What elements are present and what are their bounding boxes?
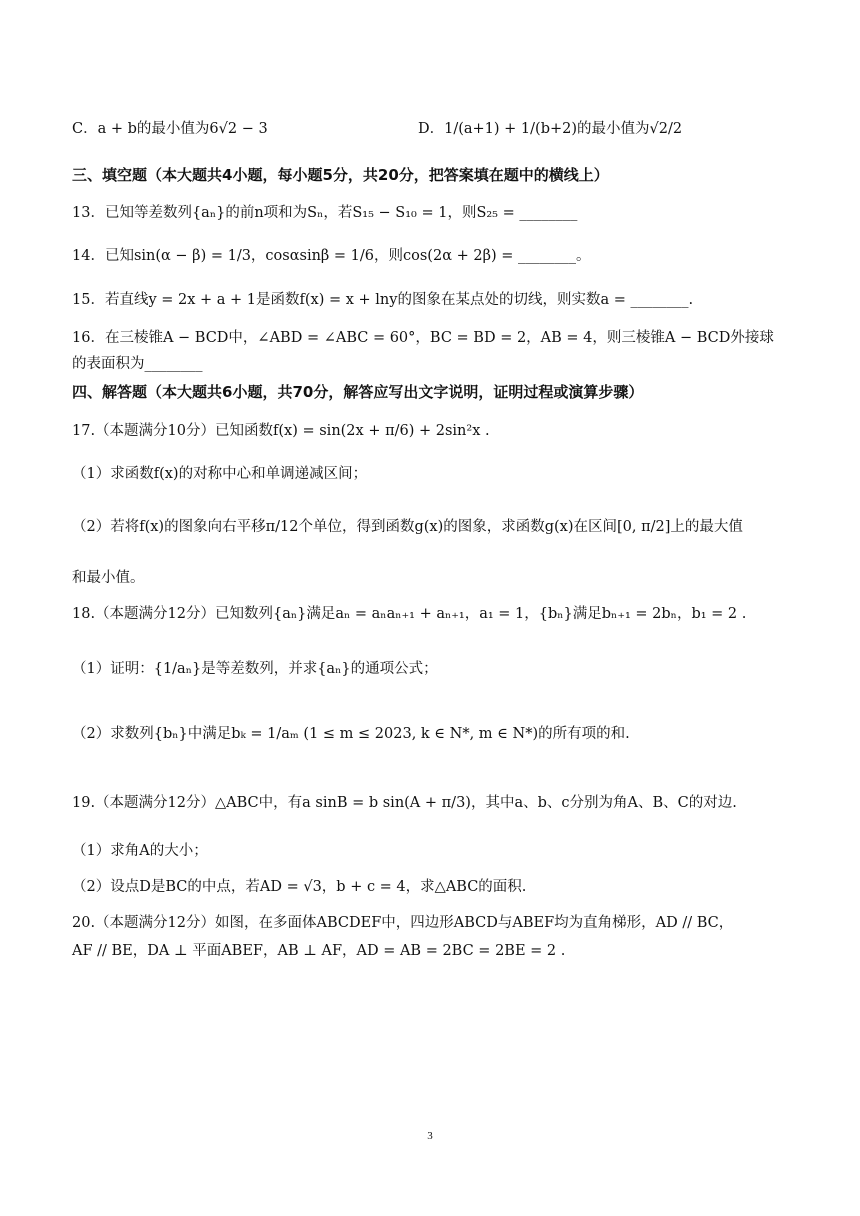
question-18-part-1: （1）证明：{1/aₙ}是等差数列，并求{aₙ}的通项公式； — [72, 661, 438, 677]
option-d: D．1/(a+1) + 1/(b+2)的最小值为√2/2 — [418, 121, 683, 137]
question-19-part-2: （2）设点D是BC的中点，若AD = √3，b + c = 4，求△ABC的面积. — [72, 879, 527, 895]
question-20-line-1: 20.（本题满分12分）如图，在多面体ABCDEF中，四边形ABCD与ABEF均为直角梯形，AD // BC， — [72, 915, 734, 931]
question-18: 18.（本题满分12分）已知数列{aₙ}满足aₙ = aₙaₙ₊₁ + aₙ₊₁，a₁ = 1，{bₙ}满足bₙ₊₁ = 2bₙ，b₁ = 2 . — [72, 606, 747, 622]
question-13: 13．已知等差数列{aₙ}的前n项和为Sₙ，若S₁₅ − S₁₀ = 1，则S₂₅ = ________ — [72, 205, 578, 221]
question-15: 15．若直线y = 2x + a + 1是函数f(x) = x + lny的图象在某点处的切线，则实数a = ________. — [72, 292, 694, 308]
question-14: 14．已知sin(α − β) = 1/3，cosαsinβ = 1/6，则cos(2α + 2β) = ________。 — [72, 248, 591, 264]
question-19: 19.（本题满分12分）△ABC中，有a sinB = b sin(A + π/3)，其中a、b、c分别为角A、B、C的对边. — [72, 795, 737, 811]
question-16-line-1: 16．在三棱锥A − BCD中，∠ABD = ∠ABC = 60°，BC = BD = 2，AB = 4，则三棱锥A − BCD外接球 — [72, 330, 774, 346]
page-number: 3 — [427, 1130, 433, 1142]
question-16-line-2: 的表面积为________ — [72, 356, 203, 372]
question-20-line-2: AF // BE，DA ⊥ 平面ABEF，AB ⊥ AF，AD = AB = 2BC = 2BE = 2 . — [72, 943, 566, 959]
option-c: C．a + b的最小值为6√2 − 3 — [72, 121, 268, 137]
section-3-heading: 三、填空题（本大题共4小题，每小题5分，共20分，把答案填在题中的横线上） — [72, 166, 609, 184]
section-4-heading: 四、解答题（本大题共6小题，共70分，解答应写出文字说明，证明过程或演算步骤） — [72, 383, 644, 401]
question-19-part-1: （1）求角A的大小； — [72, 843, 208, 859]
question-17: 17.（本题满分10分）已知函数f(x) = sin(2x + π/6) + 2sin²x . — [72, 423, 490, 439]
question-17-part-2-cont: 和最小值。 — [72, 570, 145, 586]
question-17-part-1: （1）求函数f(x)的对称中心和单调递减区间； — [72, 466, 368, 482]
question-17-part-2: （2）若将f(x)的图象向右平移π/12个单位，得到函数g(x)的图象，求函数g(x)在区间[0, π/2]上的最大值 — [72, 519, 743, 535]
question-18-part-2: （2）求数列{bₙ}中满足bₖ = 1/aₘ (1 ≤ m ≤ 2023, k ∈ N*, m ∈ N*)的所有项的和. — [72, 726, 630, 742]
